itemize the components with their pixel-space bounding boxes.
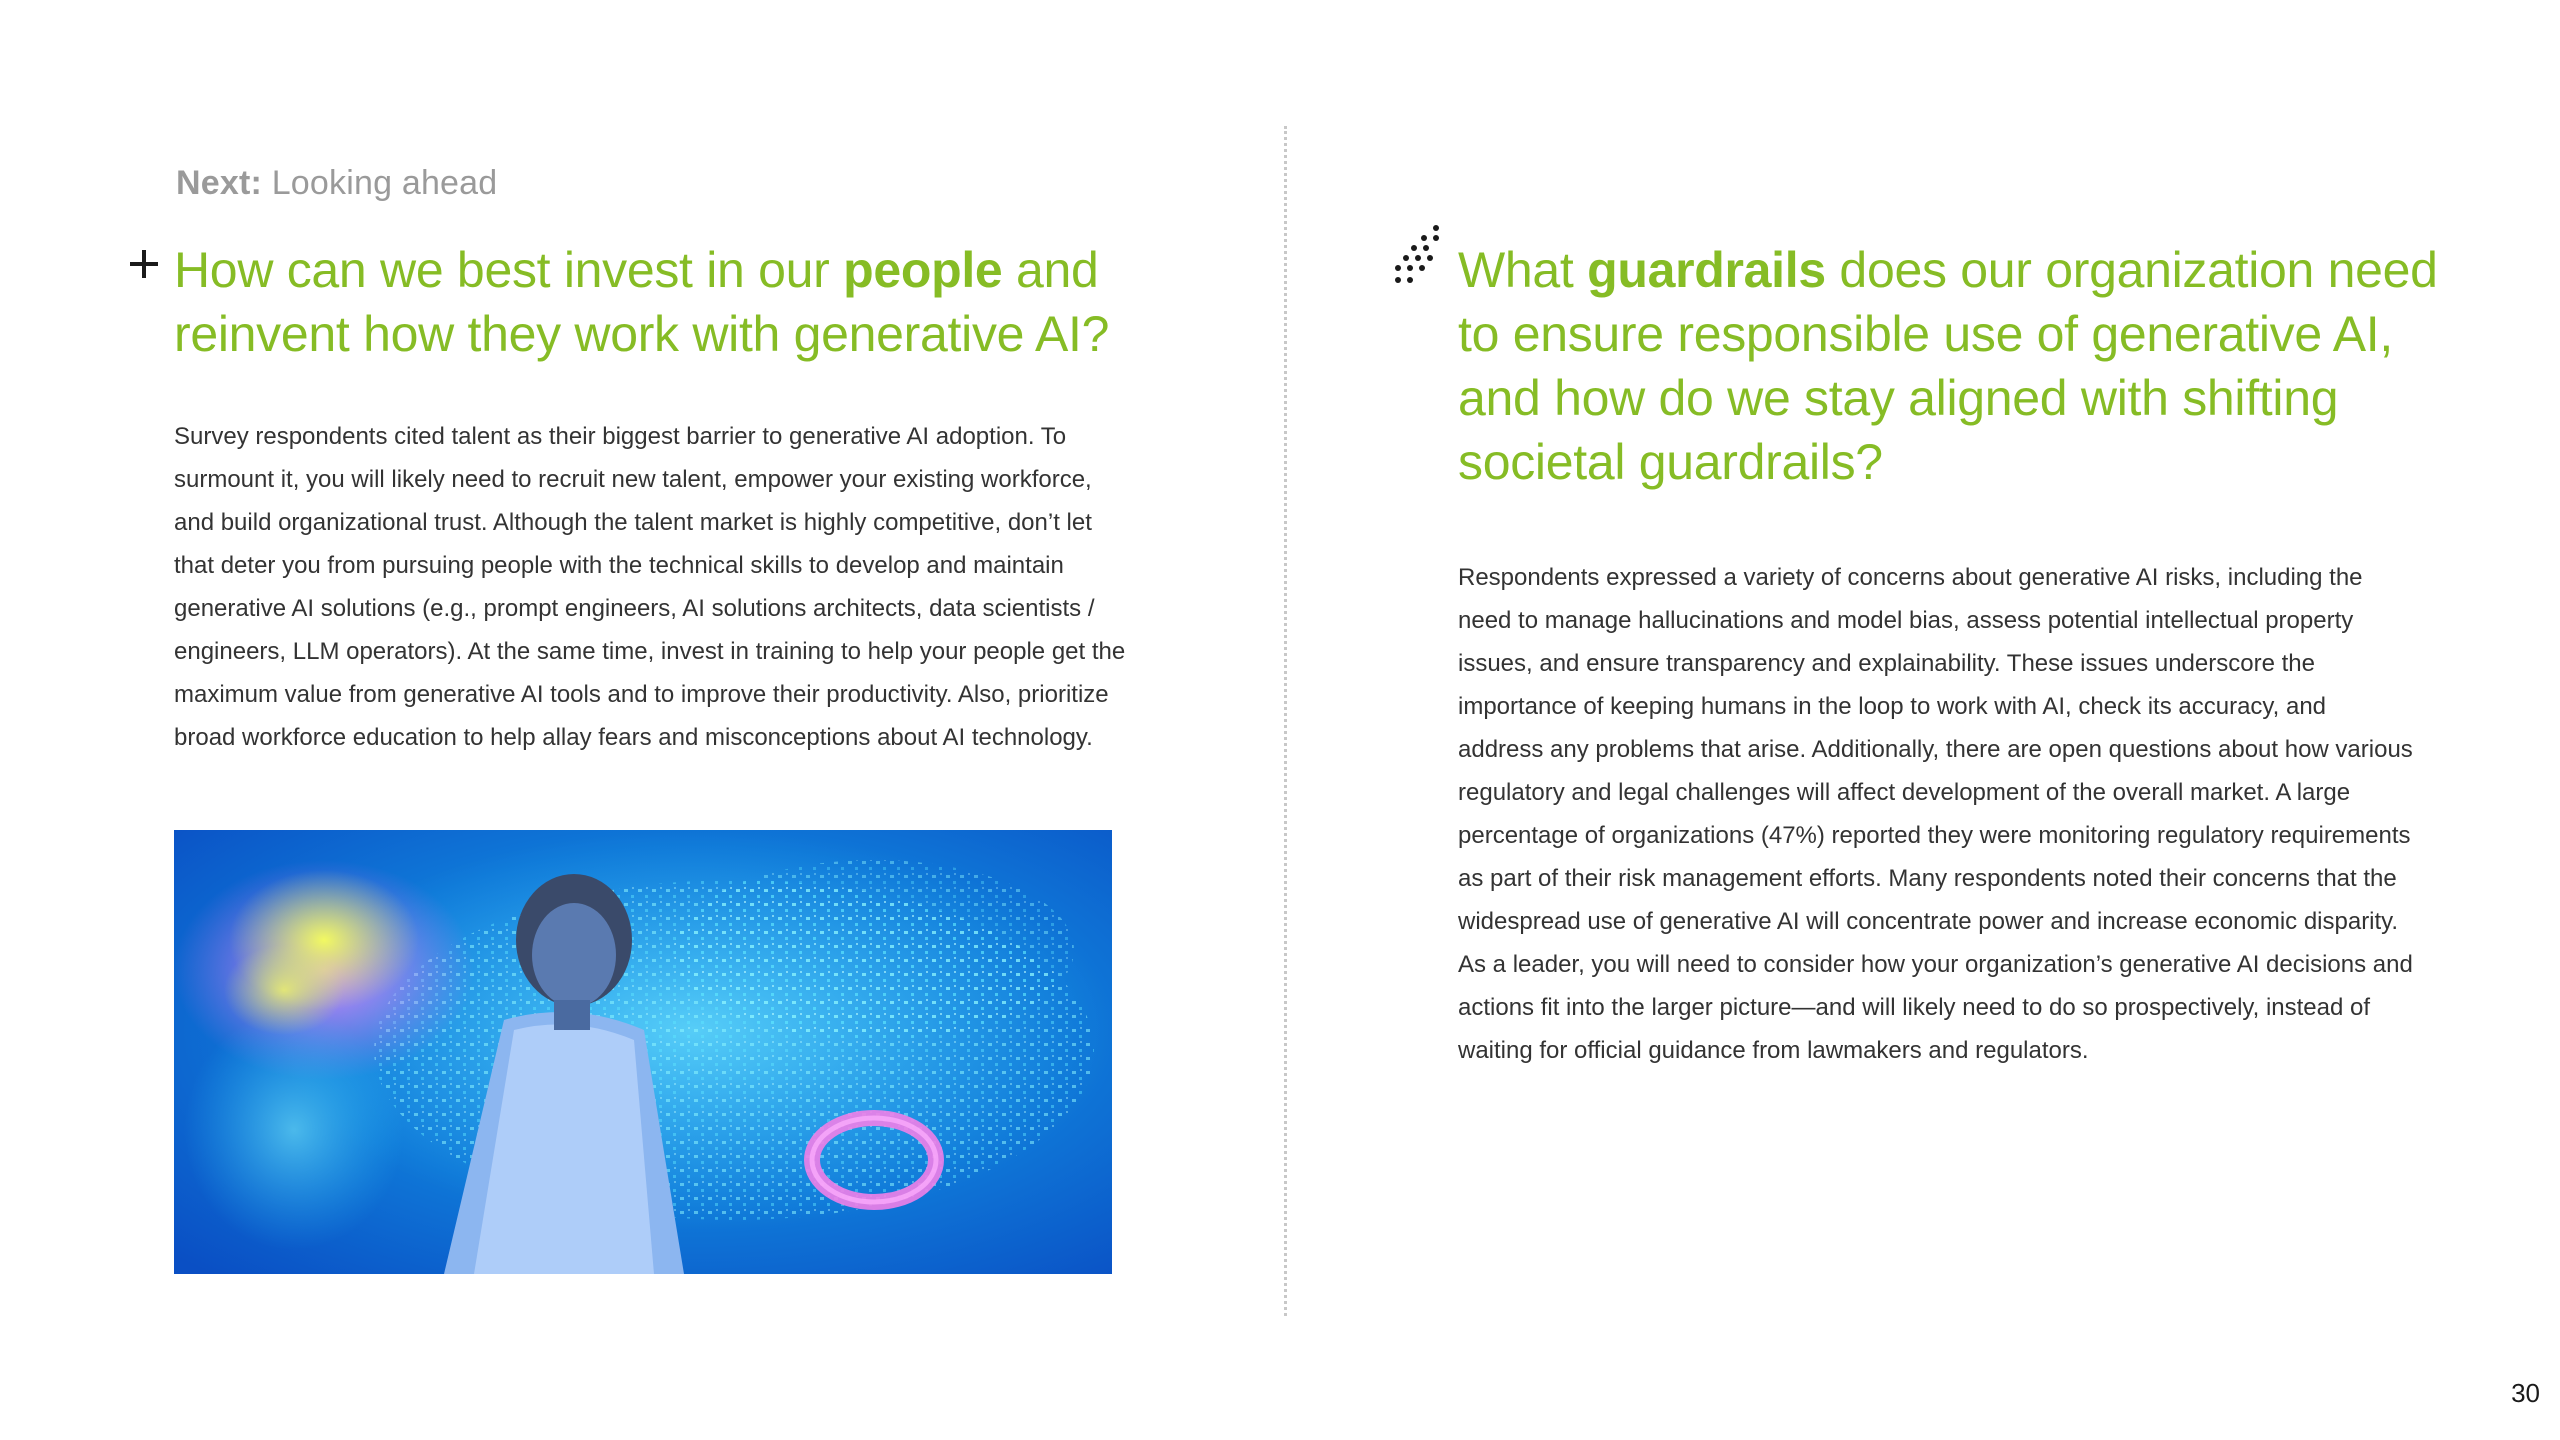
left-heading-start: How can we best invest in our xyxy=(174,242,844,298)
dots-icon xyxy=(1390,222,1444,292)
right-heading xyxy=(1458,238,2448,494)
left-body-paragraph: Survey respondents cited talent as their biggest barrier to generative AI adoption. To surmount it, you will likely need to recruit new talent, empower your existing workforce, and build organizational trust. Although the talent market is highly competitive, don’t let that deter you from pursuing people with the technical skills to develop and maintain generative AI solutions (e.g., prompt engineers, AI solutions architects, data scientists / engineers, LLM operators). At the same time, invest in training to help your people get the maximum value from generative AI tools and to improve their productivity. Also, prioritize broad workforce education to help allay fears and misconceptions about AI technology. xyxy=(174,423,1126,751)
right-heading-start: What xyxy=(1458,242,1588,298)
left-heading-end: and reinvent how they work with generative AI? xyxy=(174,242,1110,362)
plus-icon xyxy=(126,246,162,282)
next-section-label xyxy=(176,164,497,203)
page-number: 30 xyxy=(2511,1378,2540,1408)
person-light-projection-photo xyxy=(174,830,1112,1274)
left-heading-emphasis: people xyxy=(843,242,1003,298)
column-divider xyxy=(1284,126,1287,1316)
left-heading xyxy=(174,238,1154,366)
right-heading-end: does our organization need to ensure responsible use of generative AI, and how do we stay aligned with shifting societal guardrails? xyxy=(1458,242,2438,490)
right-body-paragraph: Respondents expressed a variety of concerns about generative AI risks, including the need to manage hallucinations and model bias, assess potential intellectual property issues, and ensure transparency and explainability. These issues underscore the importance of keeping humans in the loop to work with AI, check its accuracy, and address any problems that arise. Additionally, there are open questions about how various regulatory and legal challenges will affect development of the overall market. A large percentage of organizations (47%) reported they were monitoring regulatory requirements as part of their risk management efforts. Many respondents noted their concerns that the widespread use of generative AI will concentrate power and increase economic disparity. As a leader, you will need to consider how your organization’s generative AI decisions and actions fit into the larger picture—and will likely need to do so prospectively, instead of waiting for official guidance from lawmakers and regulators. xyxy=(1458,564,2413,1064)
next-prefix: Next: xyxy=(176,164,263,202)
right-heading-emphasis: guardrails xyxy=(1587,242,1826,298)
next-title: Looking ahead xyxy=(271,164,498,202)
